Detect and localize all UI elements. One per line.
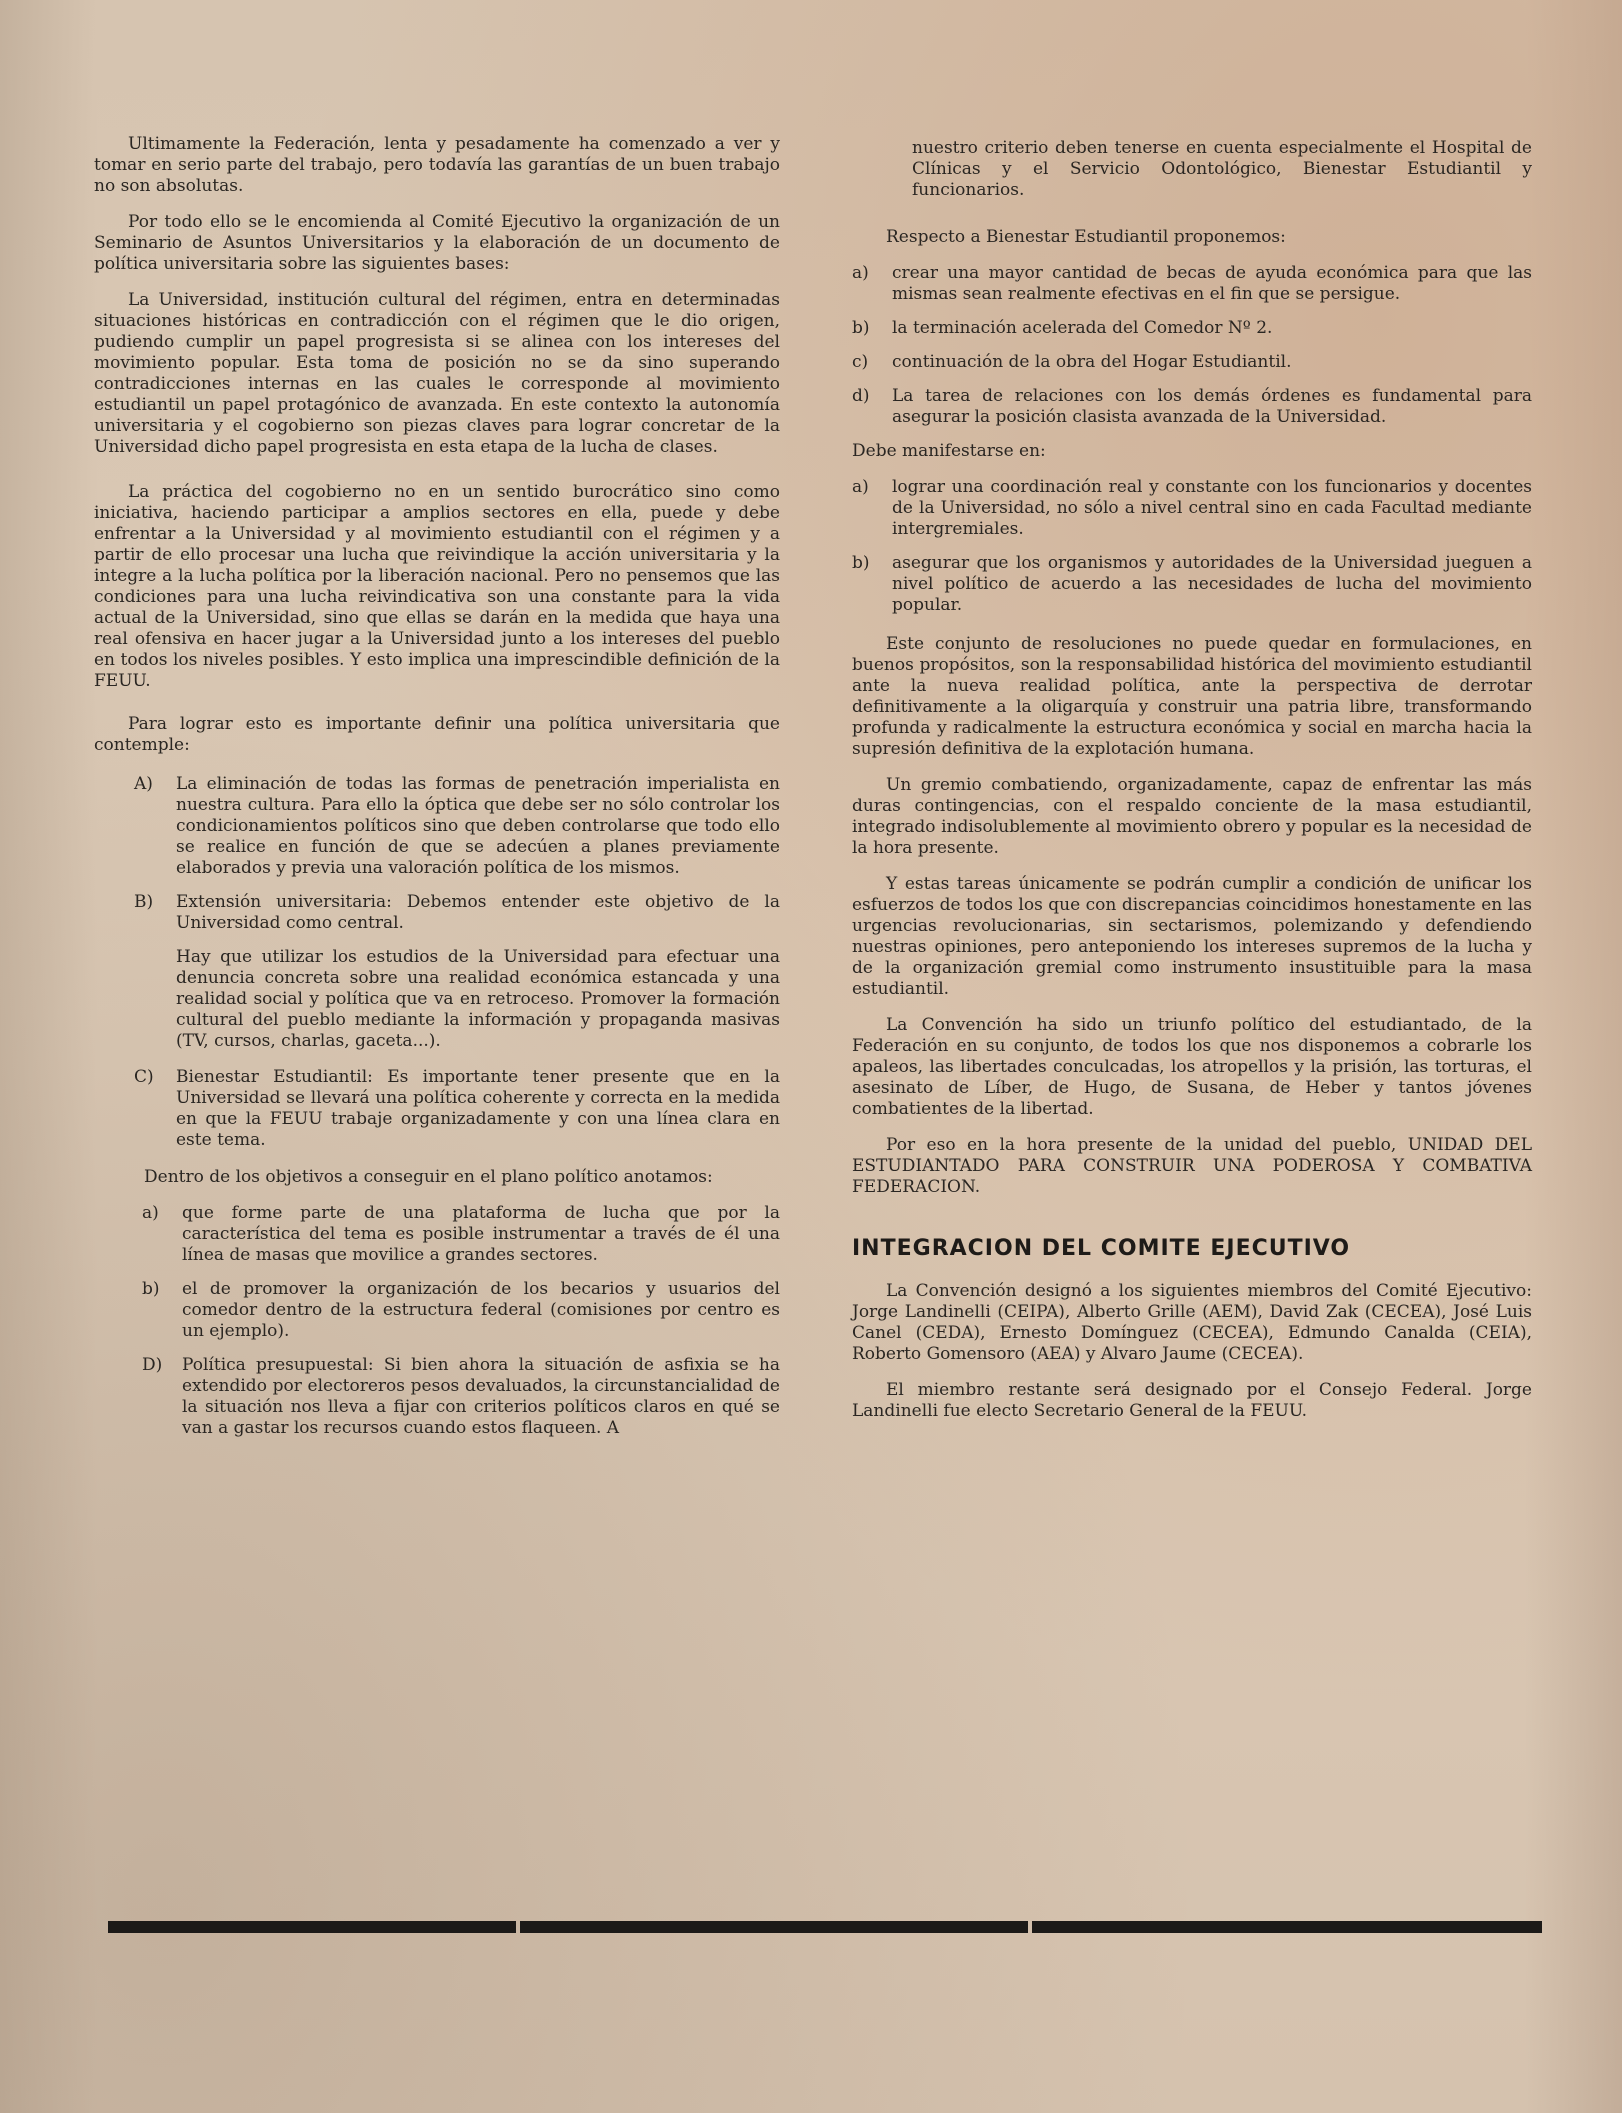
paragraph: La práctica del cogobierno no en un sentido burocrático sino como iniciativa, haciendo participar a amplios sectores en ella, puede y debe enfrentar a la Universidad y al movimiento estudiantil con el régimen y a partir de ello procesar una lucha que reivindique la acción universitaria y la integre a la lucha política por la liberación nacional. Pero no pensemos que las condiciones para una lucha reivindicativa son una constante para la vida actual de la Universidad, sino que ellas se darán en la medida que haya una real ofensiva en hacer jugar a la Universidad junto a los intereses del pueblo en todos los niveles posibles. Y esto implica una imprescindible definición de la FEUU. [94, 482, 780, 691]
list-marker: b) [852, 553, 870, 573]
list-marker: c) [852, 352, 869, 372]
bottom-rule [520, 1921, 1028, 1933]
list-marker: b) [142, 1279, 160, 1299]
list-text: La eliminación de todas las formas de penetración imperialista en nuestra cultura. Para ello la óptica que debe ser no sólo controlar los condicionamientos políticos sino que deben controlarse que todo ello se realice en función de que se adecúen a planes previamente elaborados y previa una valoración política de los mismos. [176, 774, 780, 878]
list-item [852, 352, 1532, 373]
list-marker: C) [134, 1067, 154, 1087]
list-item [94, 1279, 780, 1342]
paragraph: La Convención ha sido un triunfo político del estudiantado, de la Federación en su conjunto, de todos los que nos disponemos a cobrarle los apaleos, las libertades conculcadas, los atropellos y la prisión, las torturas, el asesinato de Líber, de Hugo, de Susana, de Heber y tantos jóvenes combatientes de la libertad. [852, 1015, 1532, 1119]
paragraph: Un gremio combatiendo, organizadamente, capaz de enfrentar las más duras contingencias, con el respaldo conciente de la masa estudiantil, integrado indisolublemente al movimiento obrero y popular es la necesidad de la hora presente. [852, 775, 1532, 858]
paragraph: El miembro restante será designado por el Consejo Federal. Jorge Landinelli fue electo Secretario General de la FEUU. [852, 1380, 1532, 1421]
list-marker: a) [142, 1203, 159, 1223]
list-item [852, 477, 1532, 540]
list-item [94, 1067, 780, 1151]
list-item [94, 774, 780, 879]
right-column [852, 138, 1532, 1437]
paragraph: Para lograr esto es importante definir una política universitaria que contemple: [94, 714, 780, 755]
list-marker: D) [142, 1355, 163, 1375]
list-item [94, 892, 780, 934]
list-item [852, 553, 1532, 616]
list-item [852, 386, 1532, 428]
paragraph: Hay que utilizar los estudios de la Universidad para efectuar una denuncia concreta sobre una realidad económica estancada y una realidad social y política que va en retroceso. Promover la formación cultural del pueblo mediante la información y propaganda masivas (TV, cursos, charlas, gaceta...). [176, 947, 780, 1051]
list-marker: b) [852, 318, 870, 338]
paragraph: Dentro de los objetivos a conseguir en el plano político anotamos: [144, 1167, 713, 1187]
list-text: la terminación acelerada del Comedor Nº 2. [892, 318, 1273, 338]
paragraph: La Universidad, institución cultural del régimen, entra en determinadas situaciones históricas en contradicción con el régimen que le dio origen, pudiendo cumplir un papel progresista si se alinea con los intereses del movimiento popular. Esta toma de posición no se da sino superando contradicciones internas en las cuales le corresponde al movimiento estudiantil un papel protagónico de avanzada. En este contexto la autonomía universitaria y el cogobierno son piezas claves para lograr concretar de la Universidad dicho papel progresista en esta etapa de la lucha de clases. [94, 290, 780, 457]
section-heading: INTEGRACION DEL COMITE EJECUTIVO [852, 1236, 1351, 1261]
list-item [852, 263, 1532, 305]
paragraph: Este conjunto de resoluciones no puede quedar en formulaciones, en buenos propósitos, son la responsabilidad histórica del movimiento estudiantil ante la nueva realidad política, ante la perspectiva de derrotar definitivamente a la oligarquía y construir una patria libre, transformando profunda y radicalmente la estructura económica y social en marcha hacia la supresión definitiva de la explotación humana. [852, 634, 1532, 759]
list-text: lograr una coordinación real y constante con los funcionarios y docentes de la Universidad, no sólo a nivel central sino en cada Facultad mediante intergremiales. [892, 477, 1532, 539]
paragraph: Debe manifestarse en: [852, 441, 1046, 461]
list-item [94, 1203, 780, 1266]
list-text: asegurar que los organismos y autoridades de la Universidad jueguen a nivel político de acuerdo a las necesidades de lucha del movimiento popular. [892, 553, 1532, 615]
list-marker: a) [852, 263, 869, 283]
list-text: Extensión universitaria: Debemos entender este objetivo de la Universidad como central. [176, 892, 780, 933]
list-item [852, 318, 1532, 339]
list-text: que forme parte de una plataforma de lucha que por la característica del tema es posible instrumentar a través de él una línea de masas que movilice a grandes sectores. [182, 1203, 780, 1265]
paragraph: Y estas tareas únicamente se podrán cumplir a condición de unificar los esfuerzos de todos los que con discrepancias coincidimos honestamente en las urgencias revolucionarias, sin sectarismos, polemizando y defendiendo nuestras opiniones, pero anteponiendo los intereses supremos de la lucha y de la organización gremial como instrumento insustituible para la masa estudiantil. [852, 874, 1532, 999]
list-marker: A) [134, 774, 153, 794]
paragraph: La Convención designó a los siguientes miembros del Comité Ejecutivo: Jorge Landinelli (CEIPA), Alberto Grille (AEM), David Zak (CECEA), José Luis Canel (CEDA), Ernesto Domínguez (CECEA), Edmundo Canalda (CEIA), Roberto Gomensoro (AEA) y Alvaro Jaume (CECEA). [852, 1281, 1532, 1364]
paragraph: nuestro criterio deben tenerse en cuenta especialmente el Hospital de Clínicas y el Servicio Odontológico, Bienestar Estudiantil y funcionarios. [912, 138, 1532, 200]
paragraph: Por todo ello se le encomienda al Comité Ejecutivo la organización de un Seminario de Asuntos Universitarios y la elaboración de un documento de política universitaria sobre las siguientes bases: [94, 212, 780, 274]
bottom-rule [108, 1921, 516, 1933]
paragraph: Respecto a Bienestar Estudiantil proponemos: [886, 227, 1286, 247]
list-text: crear una mayor cantidad de becas de ayuda económica para que las mismas sean realmente efectivas en el fin que se persigue. [892, 263, 1532, 304]
list-text: el de promover la organización de los becarios y usuarios del comedor dentro de la estructura federal (comisiones por centro es un ejemplo). [182, 1279, 780, 1341]
bottom-rule [1032, 1921, 1542, 1933]
list-text: continuación de la obra del Hogar Estudiantil. [892, 352, 1292, 372]
list-marker: a) [852, 477, 869, 497]
list-marker: B) [134, 892, 154, 912]
list-marker: d) [852, 386, 870, 406]
paragraph: Por eso en la hora presente de la unidad del pueblo, UNIDAD DEL ESTUDIANTADO PARA CONSTRUIR UNA PODEROSA Y COMBATIVA FEDERACION. [852, 1135, 1532, 1197]
list-text: La tarea de relaciones con los demás órdenes es fundamental para asegurar la posición clasista avanzada de la Universidad. [892, 386, 1532, 427]
left-column [94, 134, 780, 1452]
list-text: Política presupuestal: Si bien ahora la situación de asfixia se ha extendido por electoreros pesos devaluados, la circunstancialidad de la situación nos lleva a fijar con criterios políticos claros en qué se van a gastar los recursos cuando estos flaqueen. A [182, 1355, 780, 1438]
list-item [94, 1355, 780, 1439]
list-text: Bienestar Estudiantil: Es importante tener presente que en la Universidad se llevará una política coherente y correcta en la medida en que la FEUU trabaje organizadamente y con una línea clara en este tema. [176, 1067, 780, 1150]
paragraph: Ultimamente la Federación, lenta y pesadamente ha comenzado a ver y tomar en serio parte del trabajo, pero todavía las garantías de un buen trabajo no son absolutas. [94, 134, 780, 196]
